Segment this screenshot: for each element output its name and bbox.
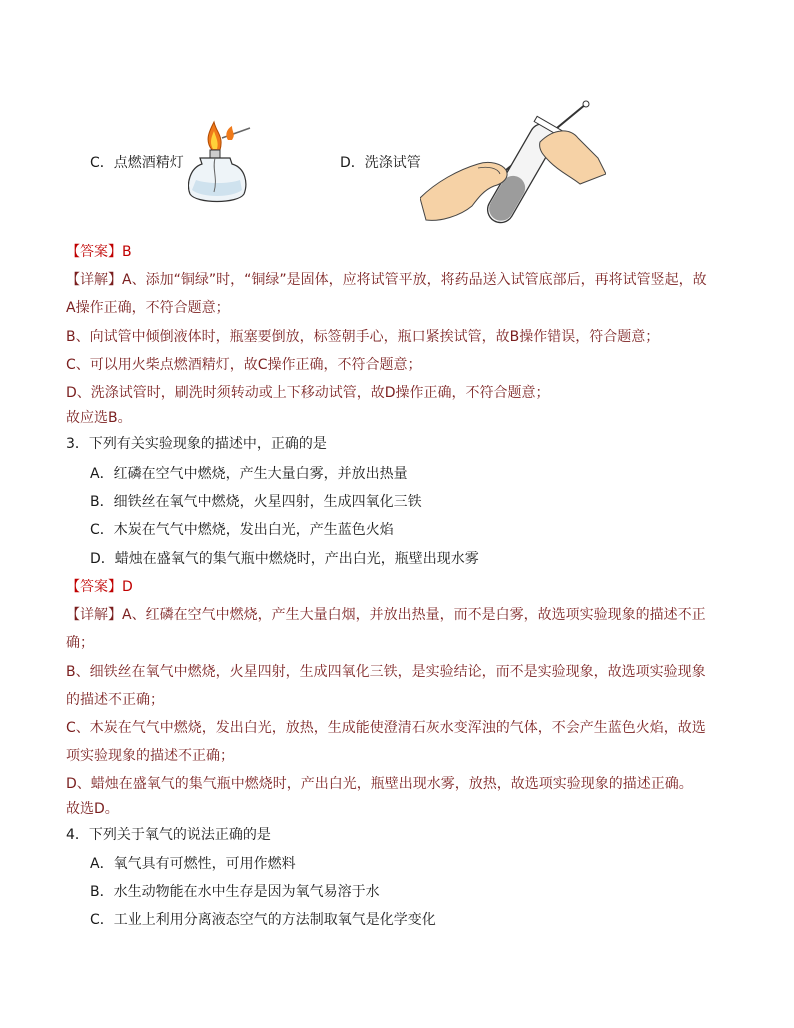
q2-detail-line: B、向试管中倾倒液体时，瓶塞要倒放，标签朝手心，瓶口紧挨试管，故B操作错误，符合题意； [66, 329, 660, 345]
q3-option-d: D．蜡烛在盛氧气的集气瓶中燃烧时，产出白光，瓶壁出现水雾 [90, 551, 479, 567]
q3-option-c: C．木炭在气气中燃烧，发出白光，产生蓝色火焰 [90, 522, 394, 538]
q2-detail-line: D、洗涤试管时，刷洗时须转动或上下移动试管，故D操作正确，不符合题意； [66, 385, 550, 401]
q2-detail-line: A操作正确，不符合题意； [66, 300, 230, 316]
q3-stem: 3．下列有关实验现象的描述中，正确的是 [66, 436, 327, 452]
q2-detail-line: 故应选B。 [66, 410, 132, 426]
option-d-label: D．洗涤试管 [340, 155, 421, 171]
q3-detail-line: 故选D。 [66, 801, 119, 817]
washing-test-tube-image [420, 98, 606, 240]
q4-option-a: A．氧气具有可燃性，可用作燃料 [90, 856, 296, 872]
option-c-label: C．点燃酒精灯 [90, 155, 184, 171]
q2-answer: 【答案】B [66, 244, 132, 260]
q3-detail-line: 的描述不正确； [66, 692, 164, 708]
q4-option-c: C．工业上利用分离液态空气的方法制取氧气是化学变化 [90, 912, 436, 928]
q3-detail-line: 确； [66, 635, 94, 651]
q3-option-b: B．细铁丝在氧气中燃烧，火星四射，生成四氧化三铁 [90, 494, 422, 510]
q2-detail-line: 【详解】A、添加“铜绿”时，“铜绿”是固体，应将试管平放，将药品送入试管底部后，再将试管竖起，故 [66, 272, 707, 288]
q3-detail-line: B、细铁丝在氧气中燃烧，火星四射，生成四氧化三铁，是实验结论，而不是实验现象，故选项实验现象 [66, 664, 706, 680]
q3-option-a: A．红磷在空气中燃烧，产生大量白雾，并放出热量 [90, 466, 408, 482]
q4-option-b: B．水生动物能在水中生存是因为氧气易溶于水 [90, 884, 380, 900]
q3-detail-line: C、木炭在气气中燃烧，发出白光，放热，生成能使澄清石灰水变浑浊的气体，不会产生蓝色火焰，故选 [66, 720, 706, 736]
q3-answer: 【答案】D [66, 579, 133, 595]
q3-detail-line: 项实验现象的描述不正确； [66, 748, 234, 764]
q3-detail-line: D、蜡烛在盛氧气的集气瓶中燃烧时，产出白光，瓶壁出现水雾，放热，故选项实验现象的描述正确。 [66, 776, 693, 792]
q2-detail-line: C、可以用火柴点燃酒精灯，故C操作正确，不符合题意； [66, 357, 422, 373]
q4-stem: 4．下列关于氧气的说法正确的是 [66, 827, 271, 843]
q3-detail-line: 【详解】A、红磷在空气中燃烧，产生大量白烟，并放出热量，而不是白雾，故选项实验现象的描述不正 [66, 607, 706, 623]
alcohol-lamp-image [188, 120, 260, 208]
